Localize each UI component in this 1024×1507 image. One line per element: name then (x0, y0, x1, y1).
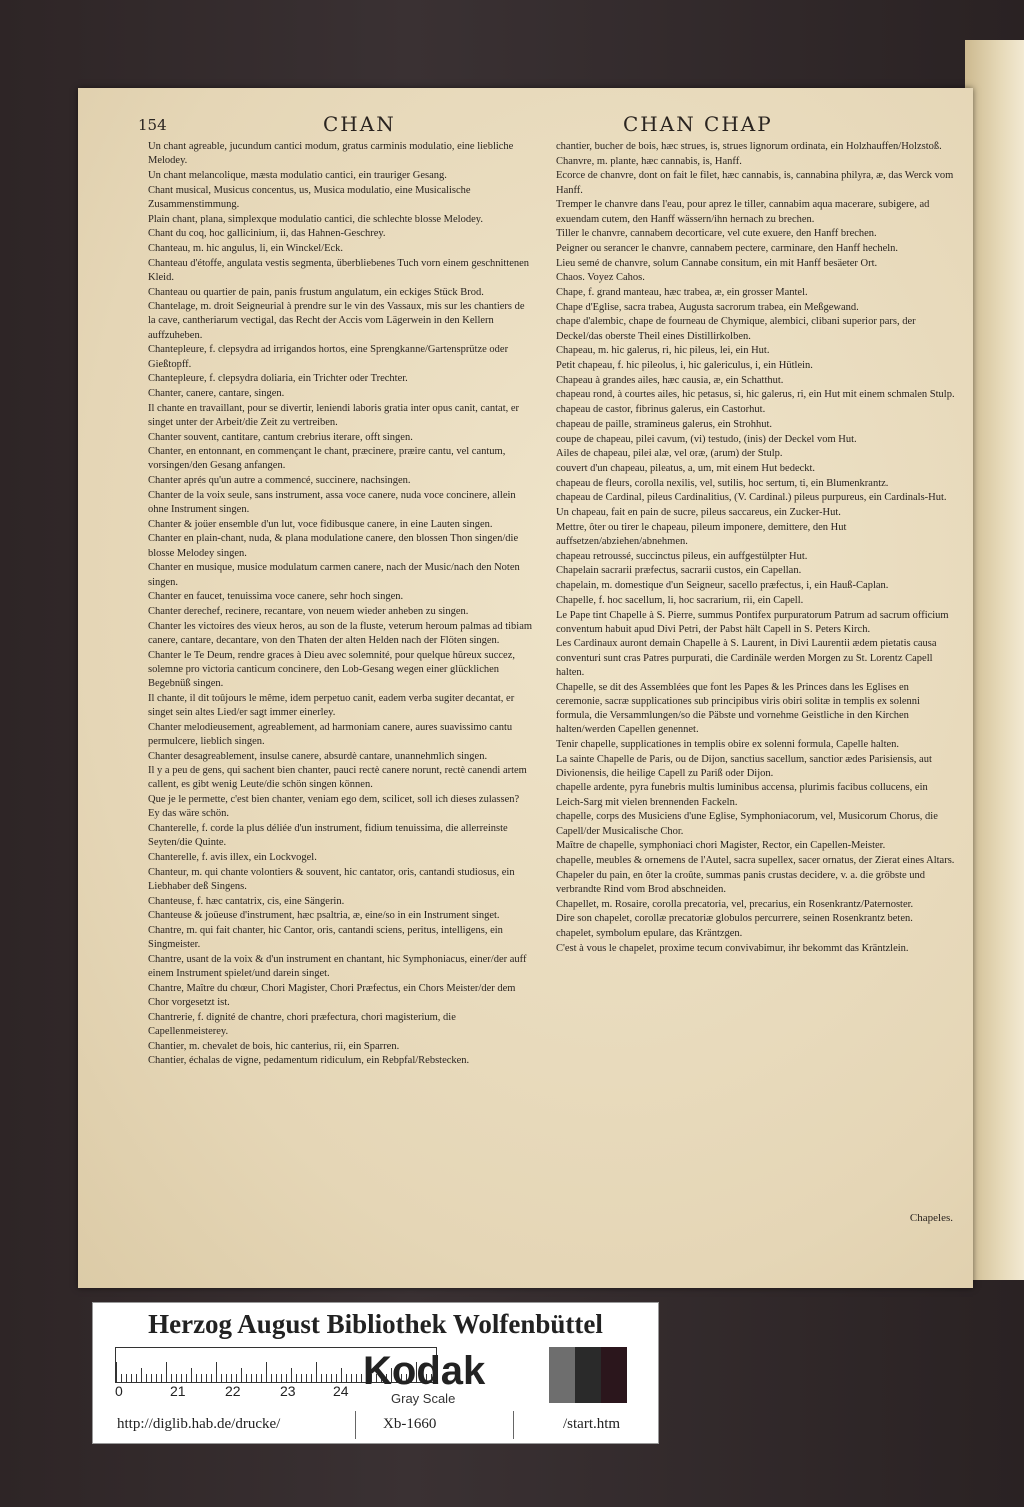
dictionary-entry: Chantre, usant de la voix & d'un instrument en chantant, hic Symphoniacus, einer/der auff einem Instrument spielet/und darein singet. (148, 953, 527, 980)
divider (513, 1411, 514, 1439)
ruler-tick (226, 1374, 227, 1382)
ruler-tick (136, 1374, 137, 1382)
ruler-tick (351, 1374, 352, 1382)
dictionary-entry: Chanter en faucet, tenuissima voce canere, sehr hoch singen. (148, 591, 404, 603)
dictionary-entry: Un chapeau, fait en pain de sucre, pileus saccareus, ein Zucker-Hut. (556, 507, 841, 519)
dictionary-entry: Chanterelle, f. corde la plus déliée d'un instrument, fidium tenuissima, die allerreinste Seyten/die Quinte. (148, 823, 508, 849)
ruler-tick (286, 1374, 287, 1382)
ruler-tick (346, 1374, 347, 1382)
dictionary-entry: chapeau retroussé, succinctus pileus, ein auffgestülpter Hut. (556, 550, 808, 562)
dictionary-entry: Chantepleure, f. clepsydra doliaria, ein Trichter oder Trechter. (148, 373, 408, 385)
ruler-tick (281, 1374, 282, 1382)
dictionary-entry: Chant du coq, hoc gallicinium, ii, das Hahnen-Geschrey. (148, 228, 386, 240)
gray-swatch (549, 1347, 575, 1403)
dictionary-entry: chapeau de castor, fibrinus galerus, ein Castorhut. (556, 404, 766, 416)
dictionary-entry: Chanteau ou quartier de pain, panis frustum angulatum, ein eckiges Stück Brod. (148, 286, 484, 298)
ruler-tick (221, 1374, 222, 1382)
ruler-tick (236, 1374, 237, 1382)
digital-library-url: http://diglib.hab.de/drucke/ (117, 1416, 281, 1432)
ruler-tick (246, 1374, 247, 1382)
dictionary-entry: Chantepleure, f. clepsydra ad irrigandos hortos, eine Sprengkanne/Gartensprütze oder Gießtopff. (148, 344, 509, 370)
dictionary-entry: Chanter derechef, recinere, recantare, von neuem wieder anheben zu singen. (148, 606, 469, 617)
ruler-tick (191, 1368, 192, 1382)
ruler-tick (181, 1374, 182, 1382)
dictionary-entry: Chapelle, f. hoc sacellum, li, hoc sacrarium, rii, ein Capell. (556, 594, 804, 606)
dictionary-entry: Chanter aprés qu'un autre a commencé, succinere, nachsingen. (148, 475, 411, 487)
dictionary-entry: Chantier, échalas de vigne, pedamentum ridiculum, ein Rebpfal/Rebstecken. (148, 1055, 470, 1067)
ruler-tick (301, 1374, 302, 1382)
ruler-tick (341, 1368, 342, 1382)
dictionary-entry: Chanvre, m. plante, hæc cannabis, is, Hanff. (556, 155, 742, 167)
dictionary-entry: Maître de chapelle, symphoniaci chori Magister, Rector, ein Capellen-Meister. (556, 840, 886, 852)
dictionary-entry: Ecorce de chanvre, dont on fait le filet, hæc cannabis, is, cannabina philyra, æ, das Werck vom Hanff. (556, 170, 954, 196)
dictionary-entry: chapeau rond, à courtes ailes, hic petasus, si, hic galerus, ri, ein Hut mit einem schmalen Stulp. (556, 389, 955, 401)
ruler-tick (356, 1374, 357, 1382)
gray-scale-label: Gray Scale (391, 1391, 456, 1406)
dictionary-entry: chantier, bucher de bois, hæc strues, is, strues lignorum ordinata, ein Holzhauffen/Holzstoß. (556, 141, 942, 152)
running-head-right: CHAN CHAP (623, 112, 773, 136)
ruler-tick (316, 1362, 317, 1382)
ruler-tick (126, 1374, 127, 1382)
ruler-tick (261, 1374, 262, 1382)
dictionary-entry: chapelle, meubles & ornemens de l'Autel, sacra supellex, sacer ornatus, der Zierat eines Altars. (556, 854, 955, 866)
ruler-tick (231, 1374, 232, 1382)
ruler-tick (306, 1374, 307, 1382)
dictionary-entry: Les Cardinaux auront demain Chapelle à S. Laurent, in Divi Laurentii ædem pietatis causa conventuri sunt cras Patres purpurati, die Cardinäle werden Morgen zu St. Lorentz Capell halten. (556, 638, 937, 678)
dictionary-entry: Peigner ou serancer le chanvre, cannabem pectere, carminare, den Hanff hecheln. (556, 242, 899, 254)
dictionary-entry: Chapeler du pain, en ôter la croûte, summas panis crustas decidere, v. a. die gröbste und verbrandte Rind vom Brod abschneiden. (556, 869, 926, 895)
ruler-tick (201, 1374, 202, 1382)
dictionary-entry: Un chant melancolique, mæsta modulatio cantici, ein trauriger Gesang. (148, 169, 447, 181)
dictionary-entry: Chantelage, m. droit Seigneurial à prendre sur le vin des Vassaux, mis sur les chantiers de la cave, cantheriarum vectigal, das Recht der Accis vom Lägerwein in den Kellern auffzuheben. (148, 301, 525, 341)
dictionary-entry: Chaos. Voyez Cahos. (556, 272, 645, 284)
dictionary-entry: chapeau de fleurs, corolla nexilis, vel, sutilis, hoc sertum, ti, ein Blumenkrantz. (556, 477, 889, 489)
dictionary-entry: Chanter, en entonnant, en commençant le chant, præcinere, præire cantu, vel cantum, vorsingen/den Gesang anfangen. (148, 446, 506, 472)
ruler-tick (176, 1374, 177, 1382)
ruler-tick (161, 1374, 162, 1382)
ruler-tick (171, 1374, 172, 1382)
ruler-tick (196, 1374, 197, 1382)
ruler-label: 0 (115, 1383, 123, 1399)
ruler-label: 22 (225, 1383, 241, 1399)
dictionary-entry: Chanteuse & joüeuse d'instrument, hæc psaltria, æ, eine/so in ein Instrument singet. (148, 910, 500, 922)
dictionary-entry: couvert d'un chapeau, pileatus, a, um, mit einem Hut bedeckt. (556, 462, 816, 474)
dictionary-entry: Chanter desagreablement, insulse canere, absurdè cantare, unannehmlich singen. (148, 750, 488, 762)
dictionary-entry: coupe de chapeau, pilei cavum, (vi) testudo, (inis) der Deckel vom Hut. (556, 433, 857, 445)
dictionary-entry: Chanter en plain-chant, nuda, & plana modulatione canere, den blossen Thon singen/die blosse Melodey singen. (148, 533, 519, 559)
dictionary-entry: chapelle, corps des Musiciens d'une Eglise, Symphoniacorum, vel, Musicorum Chorus, die Capell/der Musicalische Chor. (556, 811, 938, 837)
dictionary-entry: chapelet, symbolum epulare, das Kräntzgen. (556, 927, 743, 939)
ruler-tick (241, 1368, 242, 1382)
dictionary-entry: Chanter melodieusement, agreablement, ad harmoniam canere, aures suavissimo cantu permulcere, lieblich singen. (148, 721, 513, 747)
book-page (78, 88, 973, 1288)
dictionary-entry: Chantre, Maître du chœur, Chori Magister, Chori Præfectus, ein Chors Meister/der dem Chor vorgesetzt ist. (148, 982, 516, 1008)
dictionary-entry: Lieu semé de chanvre, solum Cannabe consitum, ein mit Hanff besäeter Ort. (556, 257, 878, 269)
library-name: Herzog August Bibliothek Wolfenbüttel (148, 1309, 603, 1339)
ruler-tick (146, 1374, 147, 1382)
dictionary-entry: Plain chant, plana, simplexque modulatio cantici, die schlechte blosse Melodey. (148, 213, 483, 225)
ruler-tick (116, 1362, 117, 1382)
dictionary-entry: Chantrerie, f. dignité de chantre, chori præfectura, chori magisterium, die Capellenmeisterey. (148, 1011, 456, 1037)
dictionary-entry: Dire son chapelet, corollæ precatoriæ globulos percurrere, seinen Rosenkrantz beten. (556, 913, 913, 925)
ruler-label: 21 (170, 1383, 186, 1399)
dictionary-entry: Il chante en travaillant, pour se divertir, leniendi laboris gratia inter opus canit, cantat, er singet unter der Arbeit/die Zeit zu vertreiben. (148, 402, 520, 428)
ruler-tick (131, 1374, 132, 1382)
ruler-tick (271, 1374, 272, 1382)
dictionary-entry: Chapeau, m. hic galerus, ri, hic pileus, lei, ein Hut. (556, 345, 770, 357)
dictionary-entry: Chanter en musique, musice modulatum carmen canere, nach der Music/nach den Noten singen. (148, 562, 520, 588)
color-target-card (92, 1302, 659, 1444)
ruler-tick (206, 1374, 207, 1382)
ruler-tick (256, 1374, 257, 1382)
dictionary-entry: Chanteuse, f. hæc cantatrix, cis, eine Sängerin. (148, 895, 345, 907)
ruler-tick (151, 1374, 152, 1382)
dictionary-entry: chapelle ardente, pyra funebris multis luminibus accensa, plurimis facibus collucens, ein Leich-Sarg mit vielen brennenden Fackeln. (556, 782, 928, 808)
gray-swatch (601, 1347, 627, 1403)
dictionary-entry: Chantier, m. chevalet de bois, hic canterius, rii, ein Sparren. (148, 1040, 400, 1052)
ruler-tick (331, 1374, 332, 1382)
dictionary-entry: Le Pape tint Chapelle à S. Pierre, summus Pontifex purpuratorum Patrum ad sacrum officium conventum habuit apud Divi Petri, der Pabst hält Capell in S. Peters Kirch. (556, 609, 949, 635)
ruler-label: 23 (280, 1383, 296, 1399)
ruler-label: 24 (333, 1383, 349, 1399)
ruler-tick (336, 1374, 337, 1382)
page-number: 154 (138, 116, 167, 134)
facing-page-edge (965, 40, 1024, 1280)
dictionary-entry: Chanteau, m. hic angulus, li, ein Winckel/Eck. (148, 242, 344, 254)
start-page-path: /start.htm (563, 1416, 621, 1432)
dictionary-entry: Chapelle, se dit des Assemblées que font les Papes & les Princes dans les Eglises en ceremonie, sacræ supplicationes sub principibus viris obiri solitæ in templis ex solenni formula, die Versammlungen/so die Päbste und vornehme Geistliche in den Kirchen halten/werden Capellen genennet. (556, 681, 920, 736)
dictionary-entry: Chanter les victoires des vieux heros, au son de la fluste, veterum heroum palmas ad tibiam canere, cantare, decantare, von den Thaten der alten Helden nach der Flöten singen. (148, 620, 533, 646)
dictionary-entry: chapeau de paille, stramineus galerus, ein Strohhut. (556, 418, 773, 430)
running-head-left: CHAN (323, 112, 396, 136)
dictionary-entry: La sainte Chapelle de Paris, ou de Dijon, sanctius sacellum, sanctior ædes Parisiensis, aut Divionensis, die heilige Capell zu Pariß oder Dijon. (556, 753, 932, 779)
dictionary-entry: Chantre, m. qui fait chanter, hic Cantor, oris, cantandi sciens, peritus, intelligens, ein Singmeister. (148, 924, 503, 951)
ruler-tick (321, 1374, 322, 1382)
dictionary-entry: chapelain, m. domestique d'un Seigneur, sacello præfectus, i, ein Hauß-Caplan. (556, 580, 889, 592)
dictionary-entry: Il chante, il dit toûjours le même, idem perpetuo canit, eadem verba sugiter decantat, er singet sein altes Lied/er sagt immer einerley. (148, 692, 515, 718)
dictionary-entry: Chape d'Eglise, sacra trabea, Augusta sacrorum trabea, ein Meßgewand. (556, 301, 859, 313)
dictionary-entry: Que je le permette, c'est bien chanter, veniam ego dem, scilicet, soll ich dieses zulassen? Ey das wäre schön. (148, 794, 520, 820)
dictionary-entry: chapeau de Cardinal, pileus Cardinalitius, (V. Cardinal.) pileus purpureus, ein Cardinals-Hut. (556, 492, 947, 504)
dictionary-entry: Chanter le Te Deum, rendre graces à Dieu avec solemnité, pour quelque hûreux succez, solemne pro victoria canticum concinere, den Lob-Gesang wegen einer glücklichen Begebnüß singen. (148, 649, 516, 690)
dictionary-entry: Mettre, ôter ou tirer le chapeau, pileum imponere, demittere, den Hut auffsetzen/abziehen/abnehmen. (556, 521, 847, 547)
dictionary-entry: Chanter & joüer ensemble d'un lut, voce fidibusque canere, in eine Lauten singen. (148, 518, 493, 530)
right-column (556, 140, 956, 956)
catchword: Chapeles. (909, 1212, 953, 1224)
dictionary-entry: Tenir chapelle, supplicationes in templis obire ex solenni formula, Capelle halten. (556, 738, 900, 750)
ruler-tick (276, 1374, 277, 1382)
ruler-tick (121, 1374, 122, 1382)
shelfmark: Xb-1660 (383, 1416, 437, 1432)
dictionary-entry: Chanteur, m. qui chante volontiers & souvent, hic cantator, oris, cantandi studiosus, ein Liebhaber deß Singens. (148, 866, 515, 892)
dictionary-entry: Chapelain sacrarii præfectus, sacrarii custos, ein Capellan. (556, 565, 802, 577)
dictionary-entry: chape d'alembic, chape de fourneau de Chymique, alembici, clibani superior pars, der Deckel/das oberste Theil eines Distillirkolben. (556, 316, 916, 342)
dictionary-entry: Chapellet, m. Rosaire, corolla precatoria, vel, precarius, ein Rosenkrantz/Paternoster. (556, 898, 914, 910)
ruler-tick (326, 1374, 327, 1382)
ruler-tick (251, 1374, 252, 1382)
dictionary-entry: Chanter, canere, cantare, singen. (148, 387, 285, 399)
dictionary-entry: Chapeau à grandes ailes, hæc causia, æ, ein Schatthut. (556, 374, 784, 386)
ruler-tick (291, 1368, 292, 1382)
ruler-tick (216, 1362, 217, 1382)
ruler-tick (166, 1362, 167, 1382)
ruler-tick (361, 1374, 362, 1382)
dictionary-entry: Chape, f. grand manteau, hæc trabea, æ, ein grosser Mantel. (556, 287, 808, 299)
dictionary-entry: Chanterelle, f. avis illex, ein Lockvogel. (148, 851, 317, 863)
dictionary-entry: Tiller le chanvre, cannabem decorticare, vel cute exuere, den Hanff brechen. (556, 228, 877, 240)
ruler-tick (296, 1374, 297, 1382)
left-column (148, 140, 533, 1069)
divider (355, 1411, 356, 1439)
page-header (78, 110, 973, 138)
ruler-tick (211, 1374, 212, 1382)
dictionary-entry: Il y a peu de gens, qui sachent bien chanter, pauci rectè canere norunt, rectè canendi artem callent, es gibt wenig Leute/die schön singen können. (148, 765, 527, 791)
dictionary-entry: Ailes de chapeau, pilei alæ, vel oræ, (arum) der Stulp. (556, 448, 783, 460)
dictionary-entry: Un chant agreable, jucundum cantici modum, gratus carminis modulatio, eine liebliche Melodey. (148, 141, 514, 167)
dictionary-entry: Petit chapeau, f. hic pileolus, i, hic galericulus, i, ein Hütlein. (556, 360, 813, 372)
dictionary-entry: Chanter de la voix seule, sans instrument, assa voce canere, nuda voce concinere, allein ohne Instrument singen. (148, 489, 516, 516)
dictionary-entry: Chant musical, Musicus concentus, us, Musica modulatio, eine Musicalische Zusammenstimmung. (148, 184, 471, 210)
ruler-tick (141, 1368, 142, 1382)
dictionary-entry: Chanteau d'étoffe, angulata vestis segmenta, überbliebenes Tuch vorn einem geschnittenen Kleid. (148, 257, 530, 283)
gray-swatch (575, 1347, 601, 1403)
dictionary-entry: Chanter souvent, cantitare, cantum crebrius iterare, offt singen. (148, 431, 413, 443)
dictionary-entry: C'est à vous le chapelet, proxime tecum convivabimur, ihr bekommt das Kräntzlein. (556, 942, 909, 954)
ruler-tick (311, 1374, 312, 1382)
ruler-tick (186, 1374, 187, 1382)
dictionary-entry: Tremper le chanvre dans l'eau, pour aprez le tiller, cannabim aqua macerare, subigere, ad exuendam cutem, den Hanff wässern/ihn hernach zu brechen. (556, 199, 930, 225)
kodak-logo: Kodak (363, 1349, 486, 1393)
gray-swatches (549, 1347, 629, 1403)
ruler-tick (266, 1362, 267, 1382)
ruler-tick (156, 1374, 157, 1382)
